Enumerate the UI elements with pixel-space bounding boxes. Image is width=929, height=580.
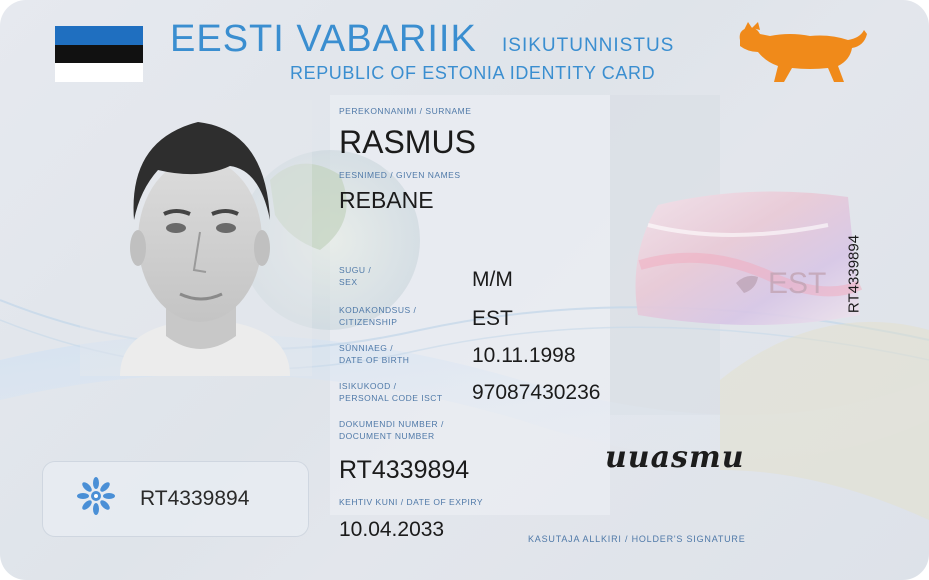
sex-label-en: SEX [339, 277, 358, 287]
hologram-security-feature [628, 185, 868, 335]
surname-label: PEREKONNANIMI / SURNAME [339, 106, 472, 116]
document-number-value: RT4339894 [339, 456, 470, 484]
sex-label-et: SUGU / [339, 265, 372, 275]
title-english: REPUBLIC OF ESTONIA IDENTITY CARD [290, 63, 656, 83]
date-of-birth-label-en: DATE OF BIRTH [339, 355, 410, 365]
estonian-flag [55, 26, 143, 82]
holder-signature: uuasmu [605, 440, 745, 475]
hologram-text: EST [768, 267, 827, 300]
citizenship-label-en: CITIZENSHIP [339, 317, 398, 327]
citizenship-label-et: KODAKONDSUS / [339, 305, 417, 315]
document-type-estonian: ISIKUTUNNISTUS [502, 35, 675, 56]
chip-area-document-number: RT4339894 [140, 487, 250, 510]
given-names-label: EESNIMED / GIVEN NAMES [339, 170, 461, 180]
personal-code-value: 97087430236 [472, 381, 601, 404]
holder-photo [80, 100, 312, 376]
date-of-birth-value: 10.11.1998 [472, 344, 576, 367]
date-of-birth-label-et: SÜNNIAEG / [339, 343, 394, 353]
given-names-value: REBANE [339, 187, 434, 213]
surname-value: RASMUS [339, 124, 476, 160]
sex-value: M/M [472, 268, 513, 291]
personal-code-label-et: ISIKUKOOD / [339, 381, 397, 391]
vertical-document-number: RT4339894 [845, 234, 863, 314]
personal-code-label-en: PERSONAL CODE ISCT [339, 393, 443, 403]
title-estonian: EESTI VABARIIK [170, 18, 477, 60]
citizenship-value: EST [472, 307, 513, 330]
signature-label: KASUTAJA ALLKIRI / HOLDER'S SIGNATURE [528, 534, 746, 544]
expiry-label: KEHTIV KUNI / DATE OF EXPIRY [339, 497, 484, 507]
cornflower-icon [76, 476, 116, 516]
document-number-label-en: DOCUMENT NUMBER [339, 431, 435, 441]
document-number-label-et: DOKUMENDI NUMBER / [339, 419, 444, 429]
expiry-value: 10.04.2033 [339, 518, 445, 541]
lion-emblem-icon [730, 22, 870, 88]
